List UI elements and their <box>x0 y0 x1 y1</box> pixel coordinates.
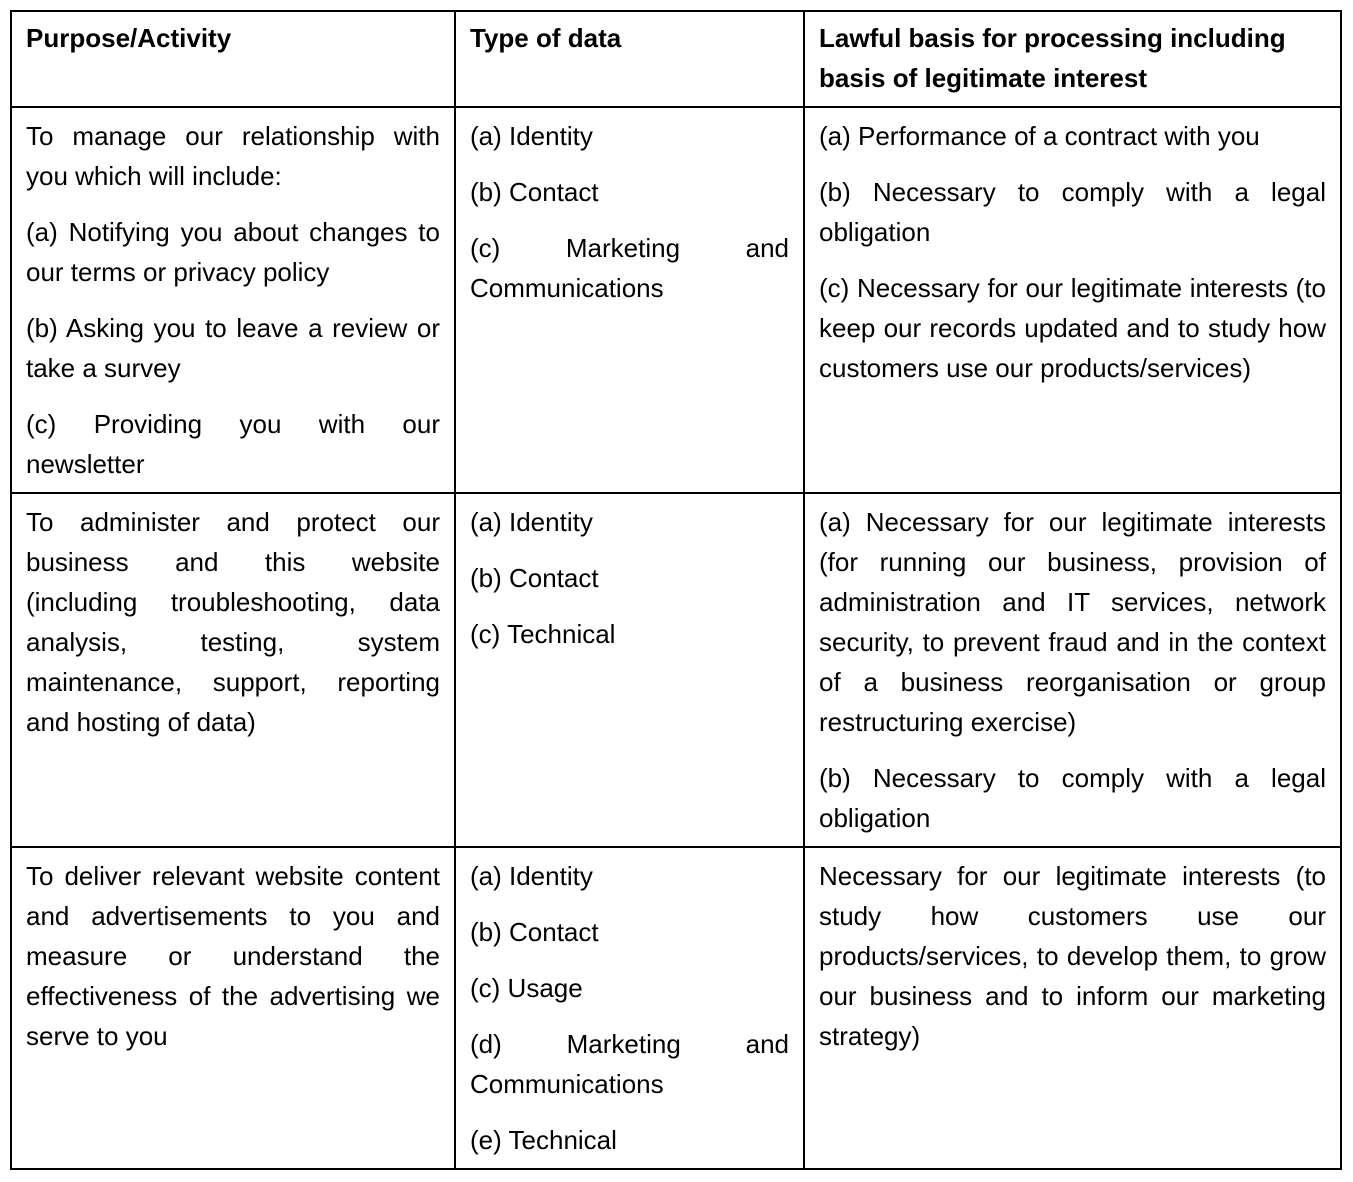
table-body <box>11 107 1341 1169</box>
cell-paragraph: (b) Contact <box>470 563 599 593</box>
cell-paragraph: (c) Technical <box>470 619 616 649</box>
cell-paragraph: (a) Identity <box>470 507 593 537</box>
cell-paragraph: (e) Technical <box>470 1125 617 1155</box>
cell-paragraph: (c) Marketing and Communications <box>470 233 789 303</box>
cell-paragraph: (c) Necessary for our legitimate interests (to keep our records updated and to study how customers use our products/services) <box>819 273 1326 383</box>
cell-paragraph: (b) Necessary to comply with a legal obligation <box>819 177 1326 247</box>
cell-paragraph: (a) Identity <box>470 121 593 151</box>
data-type-cell <box>455 493 804 847</box>
cell-paragraph: (d) Marketing and Communications <box>470 1029 789 1099</box>
cell-paragraph: (a) Notifying you about changes to our terms or privacy policy <box>26 217 440 287</box>
cell-paragraph: To manage our relationship with you which will include: <box>26 121 440 191</box>
lawful-basis-cell <box>804 493 1341 847</box>
purpose-cell <box>11 107 455 493</box>
cell-paragraph: (c) Providing you with our newsletter <box>26 409 440 479</box>
data-type-cell <box>455 107 804 493</box>
cell-paragraph: (c) Usage <box>470 973 583 1003</box>
table-row <box>11 847 1341 1169</box>
cell-paragraph: To deliver relevant website content and advertisements to you and measure or understand the effectiveness of the advertising we serve to you <box>26 861 440 1051</box>
cell-paragraph: To administer and protect our business and this website (including troubleshooting, data analysis, testing, system maintenance, support, reporting and hosting of data) <box>26 507 440 737</box>
cell-paragraph: (b) Necessary to comply with a legal obligation <box>819 763 1326 833</box>
cell-paragraph: (b) Asking you to leave a review or take a survey <box>26 313 440 383</box>
lawful-basis-table <box>10 10 1342 1170</box>
cell-paragraph: (a) Identity <box>470 861 593 891</box>
cell-paragraph: (b) Contact <box>470 917 599 947</box>
cell-paragraph: (a) Performance of a contract with you <box>819 121 1260 151</box>
header-data-type: Type of data <box>455 11 804 107</box>
cell-paragraph: (a) Necessary for our legitimate interests (for running our business, provision of administration and IT services, network security, to prevent fraud and in the context of a business reorganisation or group restructuring exercise) <box>819 507 1326 737</box>
table-row <box>11 493 1341 847</box>
table-row <box>11 107 1341 493</box>
header-purpose: Purpose/Activity <box>11 11 455 107</box>
lawful-basis-cell <box>804 107 1341 493</box>
cell-paragraph: Necessary for our legitimate interests (to study how customers use our products/services, to develop them, to grow our business and to inform our marketing strategy) <box>819 861 1326 1051</box>
purpose-cell <box>11 847 455 1169</box>
table-header <box>11 11 1341 107</box>
header-row <box>11 11 1341 107</box>
lawful-basis-cell <box>804 847 1341 1169</box>
cell-paragraph: (b) Contact <box>470 177 599 207</box>
purpose-cell <box>11 493 455 847</box>
header-lawful-basis: Lawful basis for processing including basis of legitimate interest <box>804 11 1341 107</box>
data-type-cell <box>455 847 804 1169</box>
